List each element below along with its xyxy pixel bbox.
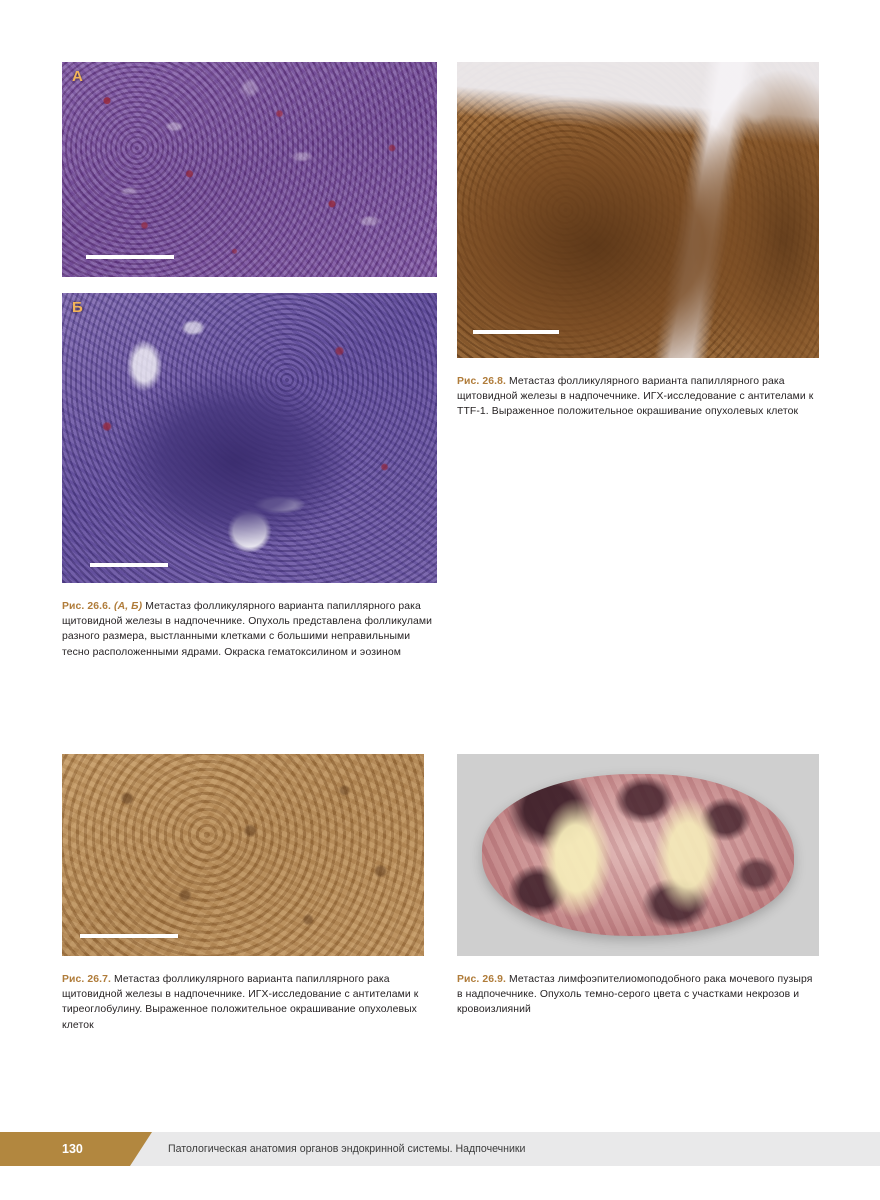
caption-text: Метастаз фолликулярного варианта папиллярного рака щитовидной железы в надпочечнике. Опухоль представлена фолликулами разного размера, выстланными клетками с большими неправильными тесно расположенными ядрами. Окраска гематоксилином и эозином [62,601,433,658]
caption-26-7 [62,972,424,1033]
caption-text: Метастаз фолликулярного варианта папиллярного рака щитовидной железы в надпочечнике. ИГХ-исследование с антителами к TTF-1. Выраженное положительное окрашивание опухолевых клеток [457,376,814,418]
gross-photo-26-9 [457,754,819,956]
page-number: 130 [62,1142,83,1156]
scale-bar [80,934,178,938]
footer-title: Патологическая анатомия органов эндокринной системы. Надпочечники [168,1143,526,1155]
micrograph-26-6-b [62,293,437,583]
micrograph-26-6-a [62,62,437,277]
caption-label: Рис. 26.8. [457,376,507,387]
caption-label: Рис. 26.9. [457,974,507,985]
caption-text: Метастаз лимфоэпителиомоподобного рака мочевого пузыря в надпочечнике. Опухоль темно-серого цвета с участками некрозов и кровоизлияний [457,974,813,1016]
adrenal-specimen [482,774,793,936]
figure-26-6-panel-b [62,293,437,660]
caption-text: Метастаз фолликулярного варианта папиллярного рака щитовидной железы в надпочечнике. ИГХ-исследование с антителами к тиреоглобулину. Выраженное положительное окрашивание опухолевых клеток [62,974,419,1031]
figure-26-9 [457,754,819,1018]
caption-26-8 [457,374,819,420]
panel-letter-b: Б [72,299,83,316]
scale-bar [473,330,559,334]
micrograph-26-7 [62,754,424,956]
figure-26-7 [62,754,424,1033]
caption-label: Рис. 26.6. [62,601,112,612]
caption-26-9 [457,972,819,1018]
scale-bar [86,255,174,259]
caption-26-6 [62,599,437,660]
figure-26-6-panel-a [62,62,437,277]
micrograph-26-8 [457,62,819,358]
caption-panels: (А, Б) [114,601,143,612]
figure-26-8 [457,62,819,420]
page-footer [0,1132,880,1166]
scale-bar [90,563,168,567]
panel-letter-a: А [72,68,83,85]
caption-label: Рис. 26.7. [62,974,112,985]
